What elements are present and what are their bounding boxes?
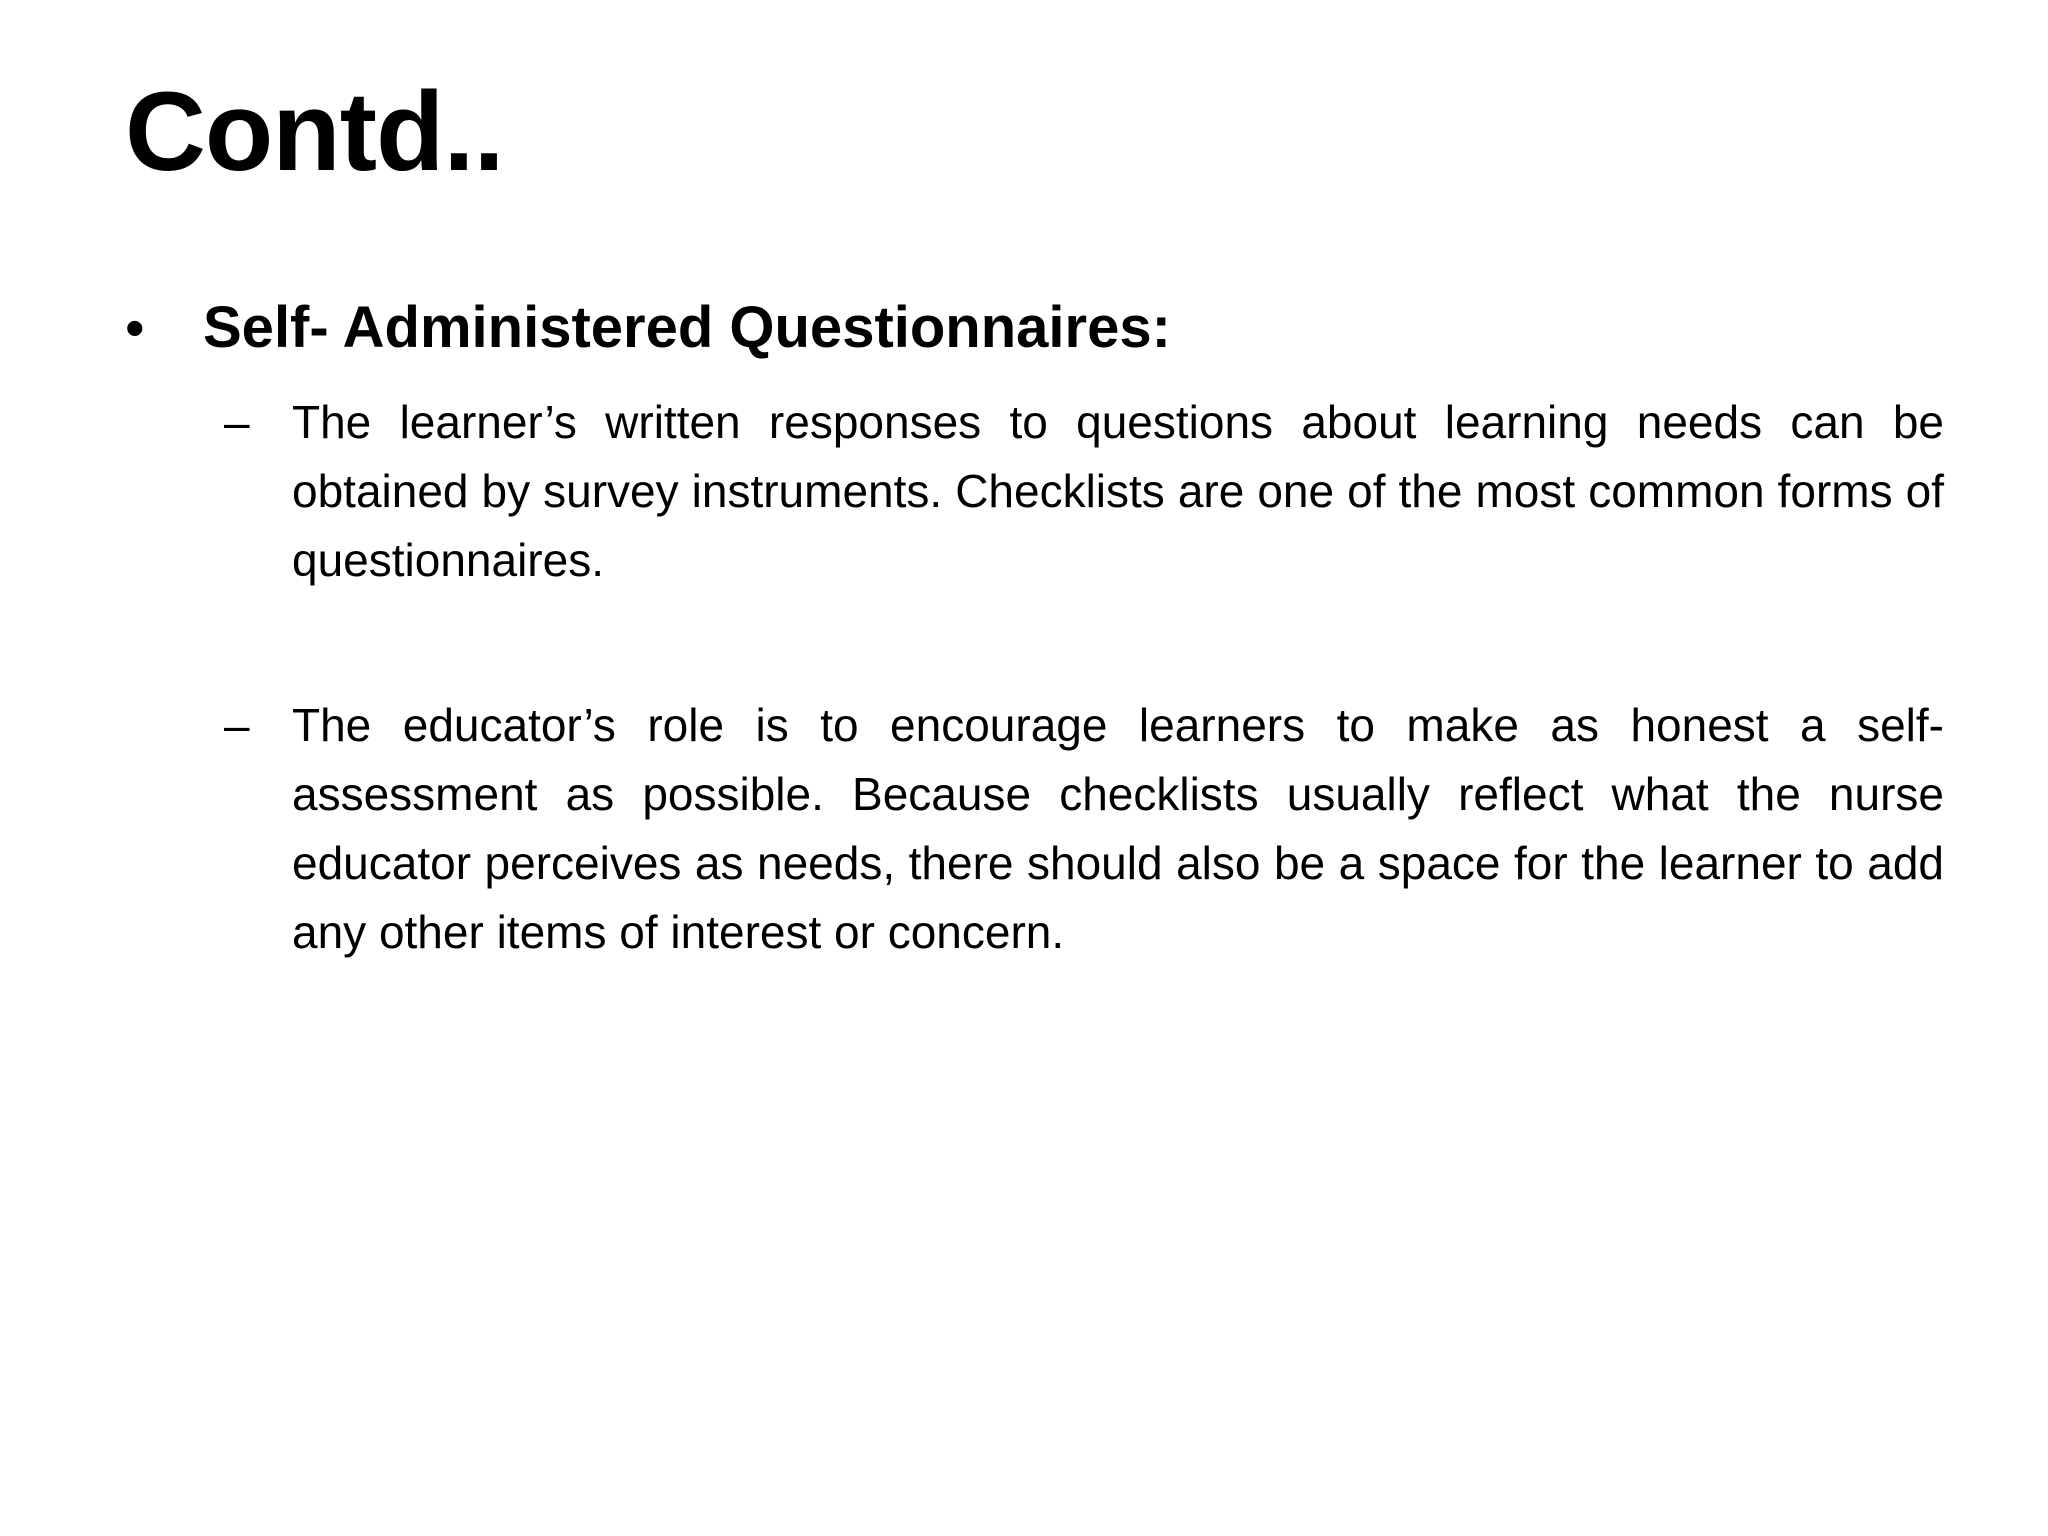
bullet-heading: Self- Administered Questionnaires: <box>203 295 1171 360</box>
sub-item-text: The learner’s written responses to questions about learning needs can be obtained by survey instruments. Checklists are one of the most common forms of questionnaires. <box>292 396 1944 586</box>
sub-item-marker: – <box>224 699 250 751</box>
sub-item-marker: – <box>224 396 250 448</box>
sub-item-text: The educator’s role is to encourage learners to make as honest a self-assessment as possible. Because checklists usually reflect what the nurse educator perceives as needs, there should also be a space for the learner to add any other items of interest or concern. <box>292 699 1944 958</box>
bullet-marker: • <box>125 296 145 359</box>
slide-title: Contd.. <box>125 69 504 194</box>
bullet-item <box>125 288 1945 368</box>
